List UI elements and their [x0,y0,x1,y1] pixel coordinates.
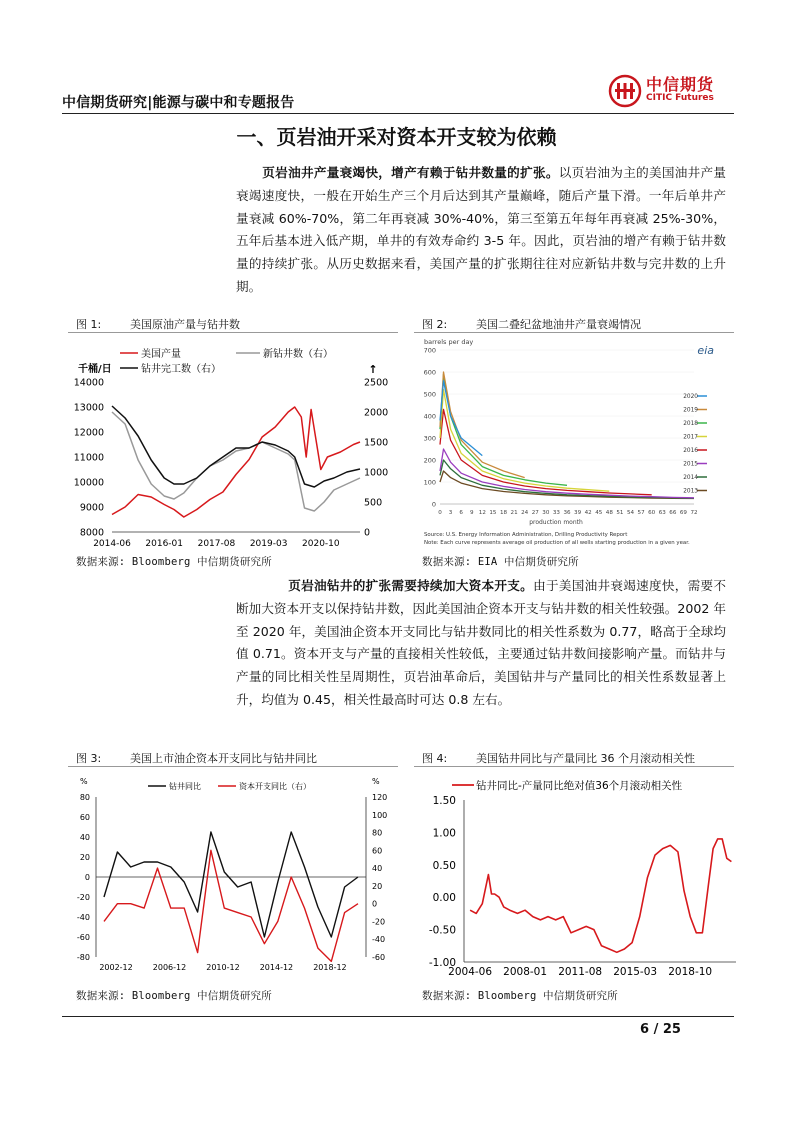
fig2-y-tick: 100 [423,478,436,487]
fig1-source: 数据来源: Bloomberg 中信期货研究所 [76,556,272,568]
fig3-left-tick: 0 [84,873,90,882]
fig2-x-tick: 48 [605,510,613,516]
fig2-legend-2019: 2019 [683,407,698,414]
fig1-title: 美国原油产量与钻井数 [130,318,240,331]
fig3-right-tick: 0 [372,899,378,909]
fig4-x-axis-ticks [448,966,712,978]
fig2-x-tick: 3 [448,510,453,516]
fig2-legend-2015: 2015 [683,461,698,468]
fig1-right-tick: 0 [364,527,371,539]
fig2-x-tick: 24 [521,510,529,516]
logo-en-text: CITIC Futures [646,93,714,103]
fig2-x-tick: 51 [616,510,624,516]
fig2-caption [422,316,641,332]
fig2-x-tick: 54 [626,510,635,516]
citic-logo-icon [608,74,642,108]
fig1-left-tick: 10000 [73,477,104,489]
paragraph-1-body: 以页岩油为主的美国油井产量衰竭速度快，一般在开始生产三个月后达到其产量巅峰，随后产量下滑。一年后单井产量衰减 60%-70%，第二年再衰减 30%-40%，第三至第五年每年再衰减 25%-30%，五年后基本进入低产期，单井的有效寿命约 3-5 年。因此，页岩油的增产有赖于钻井数量的持续扩张。从历史数据来看，美国产量的扩张期往往对应新钻井数与完井数的上升期。 [236,165,727,294]
fig1-left-tick: 12000 [73,427,104,439]
fig3-left-tick: -20 [76,893,90,902]
fig3-x-tick: 2002-12 [99,963,133,972]
fig1-x-tick: 2019-03 [249,539,288,549]
fig1-right-tick: 1000 [364,467,389,479]
fig1-right-tick: 500 [364,497,383,509]
fig2-x-tick: 33 [552,510,560,516]
fig3-right-tick: 80 [372,828,383,838]
fig1-right-tick: 1500 [364,437,389,449]
paragraph-2-body: 由于美国油井衰竭速度快，需要不断加大资本开支以保持钻井数，因此美国油企资本开支与钻井数的相关性较强。2002 年至 2020 年，美国油企资本开支同比与钻井数同比的相关性系数为 0.77，略高于全球均值 0.71。资本开支与产量的直接相关性较低，主要通过钻井数间接影响产量。而钻井与产量的同比相关性呈周期性，页岩油革命后，美国钻井与产量同比的相关性系数显著上升，均值为 0.45，相关性最高时可达 0.8 左右。 [236,578,727,707]
fig3-left-tick: 80 [79,793,90,802]
fig1-x-tick: 2020-10 [302,539,340,549]
fig4-x-tick: 2008-01 [503,966,548,978]
fig2-legend-2020: 2020 [683,394,698,401]
fig3-label: 图 3: [76,752,102,765]
fig3-left-axis-ticks [77,793,90,962]
fig2-x-tick: 15 [489,510,497,516]
fig4-y-tick: 1.50 [432,795,456,807]
fig2-title: 美国二叠纪盆地油井产量衰竭情况 [476,318,641,331]
fig4-source: 数据来源: Bloomberg 中信期货研究所 [422,990,618,1002]
fig2-x-tick: 18 [499,510,508,516]
fig2-note: Note: Each curve represents average oil production of all wells starting production in a given year. [424,540,690,546]
fig1-x-tick: 2017-08 [197,539,236,549]
fig3-x-tick: 2010-12 [206,963,240,972]
fig2-y-tick: 400 [423,412,436,421]
fig4-chart [418,770,738,980]
fig4-y-tick: -0.50 [428,924,456,937]
fig2-x-tick: 27 [531,510,539,516]
fig2-x-tick: 6 [459,510,463,516]
fig1-caption [76,316,240,332]
fig2-x-tick: 42 [584,510,592,516]
fig3-x-tick: 2018-12 [313,963,347,972]
fig3-chart [68,770,398,978]
fig3-legend-capex: 资本开支同比（右） [239,782,311,791]
paragraph-1-lead: 页岩油井产量衰竭快，增产有赖于钻井数量的扩张。 [262,165,559,180]
footer-divider [62,1016,734,1017]
fig3-series-group [104,832,358,961]
fig2-x-tick: 39 [574,510,582,516]
fig2-top-rule [414,332,734,333]
citic-logo [608,70,738,110]
fig2-x-tick: 30 [542,510,550,516]
fig4-x-tick: 2011-08 [558,966,603,978]
fig4-x-tick: 2018-10 [668,966,713,978]
fig2-x-tick: 57 [637,510,645,516]
fig1-chart [68,336,398,550]
fig4-y-tick: -1.00 [428,957,456,969]
paragraph-2-lead: 页岩油钻井的扩张需要持续加大资本开支。 [288,578,534,593]
fig4-x-tick: 2004-06 [448,966,493,978]
fig4-y-tick: 0.00 [432,892,456,905]
logo-cn-text: 中信期货 [646,75,715,94]
paragraph-1 [236,162,726,299]
fig3-line-capex [104,850,358,961]
fig1-left-tick: 13000 [73,402,104,414]
fig2-x-tick: 69 [679,510,687,516]
fig1-label: 图 1: [76,318,102,331]
fig2-legend-2014: 2014 [683,475,698,482]
fig1-left-tick: 9000 [79,502,104,514]
fig3-top-rule [68,766,398,767]
fig1-right-tick: 2500 [364,377,389,389]
fig2-y-tick: 500 [423,390,436,399]
fig1-right-unit-arrow: ↑ [368,363,378,376]
fig1-legend-comp: 钻井完工数（右） [141,364,221,375]
fig1-x-axis-ticks [93,539,340,549]
fig3-caption [76,750,317,766]
fig2-source: 数据来源: EIA 中信期货研究所 [422,556,579,568]
fig2-x-tick: 9 [469,510,474,516]
fig2-eia-logo: eia [697,344,714,357]
fig1-legend-new: 新钻井数（右） [263,349,333,360]
fig4-label: 图 4: [422,752,448,765]
fig3-legend-rig: 钻井同比 [169,782,201,791]
fig2-x-tick: 60 [648,510,656,516]
fig2-legend-2018: 2018 [683,421,698,428]
fig2-note-source: Source: U.S. Energy Information Administration, Drilling Productivity Report [424,532,628,538]
fig4-line-correlation [470,839,731,952]
fig1-left-unit: 千桶/日 [78,364,112,375]
fig1-top-rule [68,332,398,333]
fig2-x-tick: 45 [595,510,603,516]
fig1-left-tick: 11000 [73,452,104,464]
fig3-left-tick: -80 [76,953,90,962]
fig3-x-axis-ticks [99,963,346,972]
fig3-right-tick: 100 [372,810,388,820]
fig3-left-tick: 20 [79,853,90,862]
fig3-x-tick: 2014-12 [259,963,294,972]
fig4-y-tick: 1.00 [432,827,456,840]
fig3-right-tick: 20 [372,881,383,891]
fig3-right-tick: -20 [372,917,386,927]
fig1-legend-prod: 美国产量 [141,349,181,360]
fig3-line-rigs [104,832,358,937]
fig2-x-tick: 63 [658,510,666,516]
fig4-legend: 钻井同比-产量同比绝对值36个月滚动相关性 [476,780,683,792]
fig1-series-group [112,406,360,517]
fig2-x-tick: 66 [669,510,677,516]
fig1-line-production [112,407,360,517]
fig1-right-axis-ticks [364,378,388,539]
fig1-left-axis-ticks [74,378,104,539]
fig3-right-tick: -60 [372,953,386,962]
fig1-right-tick: 2000 [364,407,389,419]
fig4-top-rule [414,766,734,767]
fig1-left-tick: 14000 [73,377,104,389]
fig2-y-tick: 200 [423,456,436,465]
fig3-left-tick: -40 [76,913,90,922]
fig3-right-tick: 120 [372,793,388,802]
report-header-title: 中信期货研究|能源与碳中和专题报告 [62,95,295,111]
fig3-source: 数据来源: Bloomberg 中信期货研究所 [76,990,272,1002]
fig3-right-axis-ticks [372,793,387,962]
fig2-x-tick: 72 [690,510,698,516]
fig2-x-tick: 12 [478,510,486,516]
fig4-caption [422,750,695,766]
fig2-legend-2013: 2013 [683,488,698,495]
fig1-x-tick: 2014-06 [93,539,131,549]
fig1-x-tick: 2016-01 [145,539,184,549]
fig3-left-tick: -60 [76,933,90,942]
paragraph-2 [236,575,726,712]
fig2-y-tick: 300 [423,434,436,443]
fig2-x-tick: 0 [438,510,442,516]
fig2-x-tick: 21 [510,510,518,516]
fig4-series-group [470,839,731,952]
fig2-y-tick: 600 [423,368,436,377]
fig2-ylabel: barrels per day [424,338,474,346]
fig2-chart [418,336,716,548]
fig3-right-tick: 60 [372,846,383,856]
fig4-title: 美国钻井同比与产量同比 36 个月滚动相关性 [476,752,695,765]
fig3-left-tick: 60 [79,813,90,822]
fig2-legend-2017: 2017 [683,434,698,441]
fig2-y-tick: 700 [423,346,436,355]
fig4-x-tick: 2015-03 [613,966,658,978]
fig3-right-tick: 40 [372,864,383,874]
fig4-y-axis-ticks [429,795,456,969]
section-title: 一、页岩油开采对资本开支较为依赖 [236,125,557,149]
fig1-left-tick: 8000 [79,527,104,539]
fig2-xlabel: production month [529,519,583,526]
fig3-right-unit: % [372,777,380,786]
fig3-x-tick: 2006-12 [152,963,187,972]
header-divider [62,113,734,114]
fig3-title: 美国上市油企资本开支同比与钻井同比 [130,752,317,765]
fig2-x-tick: 36 [563,510,571,516]
fig3-right-tick: -40 [372,935,386,945]
fig3-left-unit: % [80,777,88,786]
fig4-y-tick: 0.50 [432,859,456,872]
page-number: 6 / 25 [640,1022,681,1037]
fig2-label: 图 2: [422,318,448,331]
fig3-left-tick: 40 [79,833,90,842]
fig2-y-tick: 0 [431,500,436,509]
fig2-legend-2016: 2016 [683,448,698,455]
